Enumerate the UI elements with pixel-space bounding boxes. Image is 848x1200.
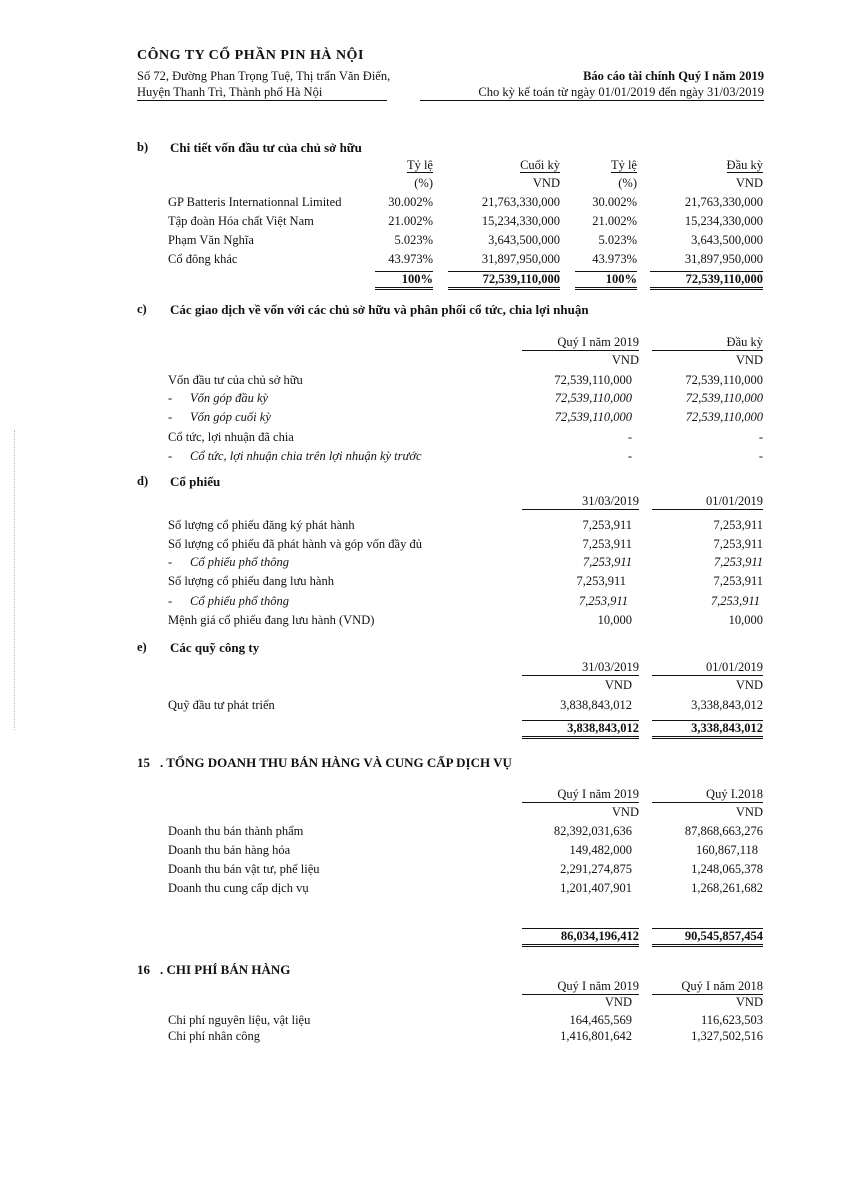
- s15-unit2: VND: [735, 805, 763, 819]
- c-unit1: VND: [611, 353, 639, 367]
- d-row-name: Cổ phiếu phổ thông: [190, 555, 289, 569]
- company-address-line1: Số 72, Đường Phan Trọng Tuệ, Thị trấn Văn Điển,: [137, 69, 391, 83]
- section-15-title: . TỔNG DOANH THU BÁN HÀNG VÀ CUNG CẤP DỊCH VỤ: [160, 755, 512, 770]
- s15-row-value1: 82,392,031,636: [553, 824, 632, 838]
- d-row-value1: 7,253,911: [576, 574, 626, 588]
- section-e-title: Các quỹ công ty: [170, 640, 260, 655]
- section-d-title: Cổ phiếu: [170, 474, 221, 489]
- d-row-value1: 7,253,911: [578, 594, 628, 608]
- company-name: CÔNG TY CỔ PHẦN PIN HÀ NỘI: [137, 48, 364, 63]
- c-row-dash: -: [168, 391, 173, 405]
- s15-col2-header: Quý I.2018: [652, 787, 763, 803]
- scan-margin-line: [14, 430, 15, 730]
- e-row-name: Quỹ đầu tư phát triển: [168, 698, 275, 712]
- b-total-ratio-begin: 100%: [575, 271, 637, 290]
- c-row-dash: -: [168, 449, 173, 463]
- d-row-value1: 7,253,911: [582, 518, 632, 532]
- s15-row-name: Doanh thu bán hàng hóa: [168, 843, 291, 857]
- section-d-letter: d): [137, 474, 149, 488]
- b-row-ratio-begin: 21.002%: [592, 214, 637, 228]
- d-row-value1: 10,000: [597, 613, 632, 627]
- b-row-ratio-end: 21.002%: [388, 214, 433, 228]
- d-row-name: Mệnh giá cổ phiếu đang lưu hành (VND): [168, 613, 375, 627]
- c-row-name: Cổ tức, lợi nhuận đã chia: [168, 430, 294, 444]
- b-col-ratio2-header: Tỷ lệ: [610, 158, 637, 172]
- b-unit-vnd: VND: [532, 176, 560, 190]
- b-row-value-end: 21,763,330,000: [481, 195, 560, 209]
- c-row-name: Vốn đầu tư của chủ sở hữu: [168, 373, 303, 387]
- d-row-name: Số lượng cổ phiếu đang lưu hành: [168, 574, 334, 588]
- s16-row-value1: 164,465,569: [569, 1013, 632, 1027]
- b-unit-pct2: (%): [618, 176, 637, 190]
- s15-total-value2: 90,545,857,454: [652, 928, 763, 947]
- section-b-title: Chi tiết vốn đầu tư của chủ sở hữu: [170, 140, 362, 155]
- c-row-name: Cổ tức, lợi nhuận chia trên lợi nhuận kỳ trước: [190, 449, 422, 463]
- d-row-value2: 7,253,911: [713, 537, 763, 551]
- s15-row-name: Doanh thu cung cấp dịch vụ: [168, 881, 309, 895]
- b-row-name: Tập đoàn Hóa chất Việt Nam: [168, 214, 314, 228]
- s16-unit1: VND: [604, 995, 632, 1009]
- s15-col1-header: Quý I năm 2019: [522, 787, 639, 803]
- s16-row-value2: 1,327,502,516: [691, 1029, 763, 1043]
- b-row-value-end: 3,643,500,000: [488, 233, 560, 247]
- s16-col1-header: Quý I năm 2019: [522, 979, 639, 995]
- b-row-value-begin: 15,234,330,000: [684, 214, 763, 228]
- c-row-value1: 72,539,110,000: [554, 410, 632, 424]
- s16-row-value1: 1,416,801,642: [560, 1029, 632, 1043]
- s15-row-value1: 2,291,274,875: [560, 862, 632, 876]
- b-row-ratio-begin: 43.973%: [592, 252, 637, 266]
- e-unit2: VND: [735, 678, 763, 692]
- d-row-value2: 10,000: [728, 613, 763, 627]
- d-col1-header: 31/03/2019: [522, 494, 639, 510]
- c-row-value1: 72,539,110,000: [554, 391, 632, 405]
- s16-row-value2: 116,623,503: [700, 1013, 763, 1027]
- b-total-ratio-end: 100%: [375, 271, 433, 290]
- c-row-value2: 72,539,110,000: [685, 410, 763, 424]
- b-row-ratio-end: 43.973%: [388, 252, 433, 266]
- c-row-name: Vốn góp cuối kỳ: [190, 410, 271, 424]
- d-row-value1: 7,253,911: [582, 555, 632, 569]
- d-row-name: Số lượng cổ phiếu đăng ký phát hành: [168, 518, 355, 532]
- b-row-value-end: 15,234,330,000: [481, 214, 560, 228]
- s15-row-value2: 87,868,663,276: [684, 824, 763, 838]
- c-row-value1: 72,539,110,000: [554, 373, 632, 387]
- s16-row-name: Chi phí nhân công: [168, 1029, 261, 1043]
- s16-unit2: VND: [735, 995, 763, 1009]
- s15-row-value1: 1,201,407,901: [560, 881, 632, 895]
- b-total-value-end: 72,539,110,000: [448, 271, 560, 290]
- b-col-end-header: Cuối kỳ: [520, 158, 560, 172]
- d-col2-header: 01/01/2019: [652, 494, 763, 510]
- b-row-ratio-begin: 5.023%: [598, 233, 637, 247]
- s15-row-value2: 1,268,261,682: [691, 881, 763, 895]
- d-row-dash: -: [168, 594, 173, 608]
- d-row-value2: 7,253,911: [713, 574, 763, 588]
- report-title: Báo cáo tài chính Quý I năm 2019: [583, 69, 764, 83]
- c-col1-header: Quý I năm 2019: [522, 335, 639, 351]
- b-row-value-begin: 3,643,500,000: [691, 233, 763, 247]
- b-row-name: GP Batteris Internationnal Limited: [168, 195, 342, 209]
- d-row-name: Số lượng cổ phiếu đã phát hành và góp vốn đầy đủ: [168, 537, 422, 551]
- s15-row-name: Doanh thu bán thành phẩm: [168, 824, 304, 838]
- c-row-value1: -: [627, 449, 632, 463]
- b-row-value-end: 31,897,950,000: [481, 252, 560, 266]
- report-period: Cho kỳ kế toán từ ngày 01/01/2019 đến ngày 31/03/2019: [420, 85, 764, 101]
- c-row-value2: 72,539,110,000: [685, 391, 763, 405]
- e-col2-header: 01/01/2019: [652, 660, 763, 676]
- section-e-letter: e): [137, 640, 147, 654]
- b-row-ratio-end: 30.002%: [388, 195, 433, 209]
- s15-row-value1: 149,482,000: [569, 843, 632, 857]
- c-col2-header: Đầu kỳ: [652, 335, 763, 351]
- e-unit1: VND: [604, 678, 632, 692]
- b-row-value-begin: 31,897,950,000: [684, 252, 763, 266]
- c-row-value2: -: [758, 449, 763, 463]
- s15-unit1: VND: [611, 805, 639, 819]
- e-total-value1: 3,838,843,012: [522, 720, 639, 739]
- s15-total-value1: 86,034,196,412: [522, 928, 639, 947]
- section-b-letter: b): [137, 140, 149, 154]
- b-col-begin-header: Đầu kỳ: [726, 158, 763, 172]
- e-row-value1: 3,838,843,012: [560, 698, 632, 712]
- e-row-value2: 3,338,843,012: [691, 698, 763, 712]
- section-16-number: 16: [137, 962, 150, 977]
- s15-row-value2: 1,248,065,378: [691, 862, 763, 876]
- e-col1-header: 31/03/2019: [522, 660, 639, 676]
- c-row-value2: -: [758, 430, 763, 444]
- e-total-value2: 3,338,843,012: [652, 720, 763, 739]
- d-row-name: Cổ phiếu phổ thông: [190, 594, 289, 608]
- c-row-dash: -: [168, 410, 173, 424]
- c-row-value1: -: [627, 430, 632, 444]
- d-row-value2: 7,253,911: [713, 518, 763, 532]
- section-c-letter: c): [137, 302, 147, 316]
- company-address-line2: Huyện Thanh Trì, Thành phố Hà Nội: [137, 85, 387, 101]
- b-row-ratio-begin: 30.002%: [592, 195, 637, 209]
- section-16-title: . CHI PHÍ BÁN HÀNG: [160, 962, 291, 977]
- c-row-value2: 72,539,110,000: [685, 373, 763, 387]
- c-unit2: VND: [735, 353, 763, 367]
- d-row-value2: 7,253,911: [713, 555, 763, 569]
- d-row-value2: 7,253,911: [710, 594, 760, 608]
- s16-row-name: Chi phí nguyên liệu, vật liệu: [168, 1013, 311, 1027]
- b-unit-pct: (%): [414, 176, 433, 190]
- d-row-value1: 7,253,911: [582, 537, 632, 551]
- section-15-number: 15: [137, 755, 150, 770]
- d-row-dash: -: [168, 555, 173, 569]
- b-row-name: Phạm Văn Nghĩa: [168, 233, 254, 247]
- s15-row-value2: 160,867,118: [695, 843, 758, 857]
- b-row-value-begin: 21,763,330,000: [684, 195, 763, 209]
- section-c-title: Các giao dịch về vốn với các chủ sở hữu và phân phối cổ tức, chia lợi nhuận: [170, 302, 589, 317]
- b-col-ratio-header: Tỷ lệ: [406, 158, 433, 172]
- s15-row-name: Doanh thu bán vật tư, phế liệu: [168, 862, 320, 876]
- b-total-value-begin: 72,539,110,000: [650, 271, 763, 290]
- b-row-name: Cổ đông khác: [168, 252, 238, 266]
- b-unit-vnd2: VND: [735, 176, 763, 190]
- s16-col2-header: Quý I năm 2018: [652, 979, 763, 995]
- c-row-name: Vốn góp đầu kỳ: [190, 391, 269, 405]
- b-row-ratio-end: 5.023%: [394, 233, 433, 247]
